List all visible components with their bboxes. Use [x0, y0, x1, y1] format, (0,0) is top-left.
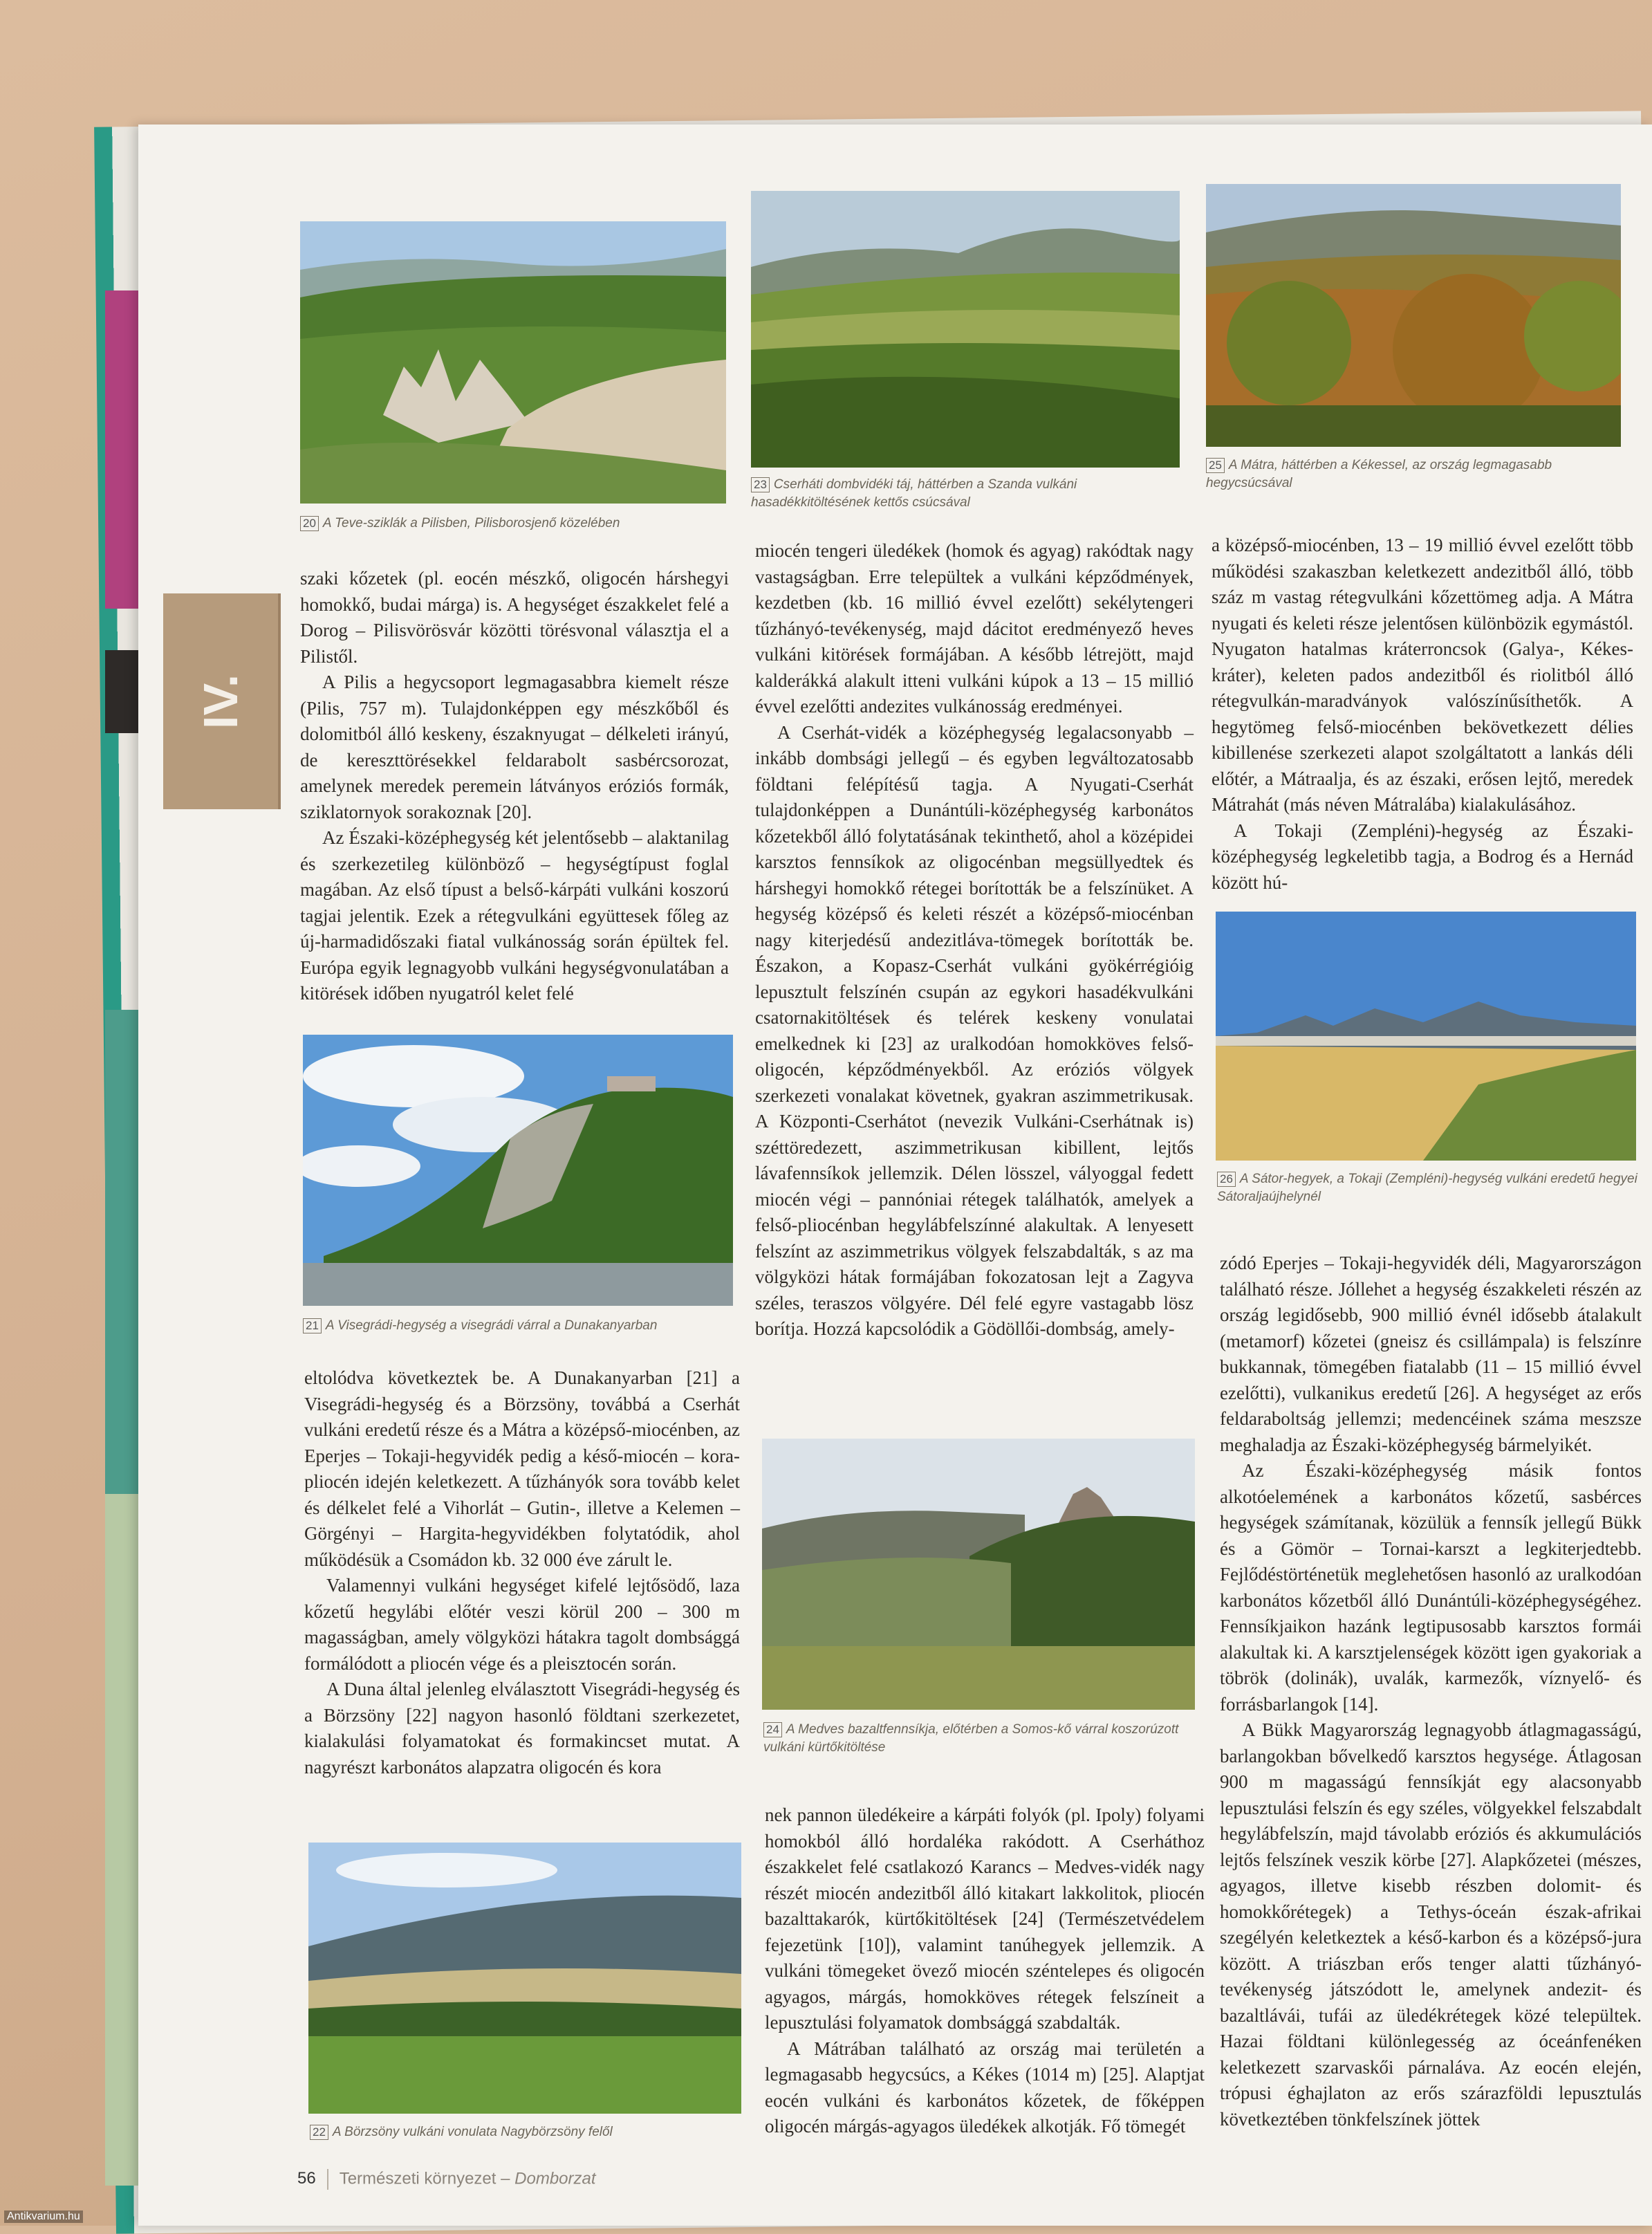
column-3-top-text [1212, 533, 1633, 896]
paragraph: Az Északi-középhegység másik fontos alkotóelemének a karbonátos kőzetű, sasbérces hegységek számítanak, közülük a fennsík jellegű Bükk és a Gömör – Tornai-karszt a legkiterjedtebb. Fejlődéstörténetük meglehetősen hasonló az uralkodóan karbonátos kőzetből álló Dunántúli-középhegységéhez. Fennsíkjaikon hazánk legtipusosabb karsztos formái alakultak ki. A karsztjelenségek között igen gyakoriak a töbrök (dolinák), uvalák, karmezők, víznyelő- és forrásbarlangok [14]. [1220, 1460, 1642, 1715]
caption-text: A Mátra, háttérben a Kékessel, az ország legmagasabb hegycsúcsával [1206, 458, 1552, 490]
column-1-top-text [300, 566, 729, 1007]
page-number: 56 [297, 2169, 316, 2188]
caption-25 [1206, 456, 1621, 492]
page-footer [297, 2169, 596, 2190]
paragraph: nek pannon üledékeire a kárpáti folyók (pl. Ipoly) folyami homokból álló hordaléka rakódott. A Cserháthoz északkelet felé csatlakozó Karancs – Medves-vidék nagy részét miocén andezitből álló kitakart lakkolitok, pliocén bazalttakarók, kürtőkitöltések [24] (Természetvédelem fejezetünk [10]), valamint tanúhegyek jellemzik. A vulkáni tömegeket övező miocén széntelepes és oligocén agyagos, márgás, homokköves rétegek felszíneit a lepusztulási folyamatok dombsággá szabdalták. [765, 1804, 1205, 2033]
footer-subtitle: Domborzat [514, 2169, 596, 2188]
figure-number: 22 [310, 2125, 328, 2140]
paragraph: miocén tengeri üledékek (homok és agyag) rakódtak nagy vastagságban. Erre települtek a vulkáni képződmények, kezdetben (kb. 16 millió évvel ezelőtt) sekélytengeri tűzhányó-tevékenység, majd dácitot eredményező heves vulkáni kitörések formájában. A később létrejött, majd kalderákká alakult itteni vulkáni kúpok a 13 – 15 millió évvel ezelőtti andezites vulkánosság eredményei. [755, 540, 1194, 717]
caption-text: Cserháti dombvidéki táj, háttérben a Szanda vulkáni hasadékkitöltésének kettős csúcsával [751, 477, 1077, 510]
paragraph: Az Északi-középhegység két jelentősebb – alaktanilag és szerkezetileg különböző – hegységtípust foglal magában. Az első típust a belső-kárpáti vulkáni koszorú tagjai jelentik. Ezek a rétegvulkáni együttesek főleg az új-harmadidőszaki fiatal vulkánosság során épültek fel. Európa egyik legnagyobb vulkáni hegységvonulatában a kitörések időben nyugatról kelet felé [300, 827, 729, 1004]
column-2-bottom-text [765, 1802, 1205, 2140]
photo-23-cserhat [751, 191, 1180, 468]
watermark: Antikvarium.hu [4, 2210, 83, 2223]
section-tab-label: IV. [194, 674, 248, 729]
footer-title: Természeti környezet – [339, 2169, 515, 2188]
paragraph: eltolódva következtek be. A Dunakanyarban [21] a Visegrádi-hegység és a Börzsöny, továbbá a Cserhát vulkáni eredetű része és a Mátra a középső-miocénben, az Eperjes – Tokaji-hegyvidék pedig a késő-miocén – kora-pliocén idején keletkezett. A tűzhányók sora tovább kelet és délkelet felé a Vihorlát – Gutin-, illetve a Kelemen – Görgényi – Hargita-hegyvidékben folytatódik, ahol működésük a Csomádon kb. 32 000 éve zárult le. [304, 1367, 740, 1570]
figure-number: 26 [1217, 1172, 1236, 1187]
caption-23 [751, 476, 1180, 512]
caption-text: A Börzsöny vulkáni vonulata Nagybörzsöny felől [332, 2125, 613, 2139]
paragraph: A Tokaji (Zempléni)-hegység az Északi-középhegység legkeletibb tagja, a Bodrog és a Hernád között hú- [1212, 820, 1633, 893]
paragraph: A Mátrában található az ország mai területén a legmagasabb hegycsúcs, a Kékes (1014 m) [25]. Alaptjat eocén vulkáni és karbonátos kőzetek, de főképpen oligocén márgás-agyagos üledékek alkotják. Fő tömegét [765, 2038, 1205, 2136]
caption-20 [300, 515, 726, 533]
caption-26 [1217, 1170, 1637, 1206]
figure-number: 23 [751, 477, 770, 492]
caption-24 [763, 1721, 1196, 1757]
paragraph: A Bükk Magyarország legnagyobb átlagmagasságú, barlangokban bővelkedő karsztos hegysége. Átlagosan 900 m magasságú fennsíkját egy alacsonyabb lepusztulási felszín és egy széles, völgyekkel felszabdalt hegylábfelszín, majd távolabb eróziós és akkumulációs lejtős felszínek veszik körbe [27]. Alapkőzetei (mészes, agyagos, illetve kisebb részben dolomit- és homokkőrétegek) a Tethys-óceán észak-afrikai szegélyén keletkeztek a késő-karbon és a középső-jura között. A triászban erős tenger alatti tűzhányó-tevékenység játszódott le, amelynek andezit- és bazaltlávái, tufái az üledékrétegek közé települtek. Hazai földtani különlegesség az óceánfenéken keletkezett szarvaskői párnaláva. Az eocén elején, trópusi éghajlaton az erős szárazföldi lepusztulás következtében tönkfelszínek jöttek [1220, 1719, 1642, 2130]
figure-number: 20 [300, 516, 319, 531]
photo-21-visegrad [303, 1035, 733, 1306]
figure-number: 25 [1206, 458, 1225, 473]
caption-text: A Medves bazaltfennsíkja, előtérben a Somos-kő várral koszorúzott vulkáni kürtőkitöltése [763, 1722, 1179, 1755]
photo-20-teve-sziklak [300, 221, 726, 504]
photo-25-matra [1206, 184, 1621, 447]
paragraph: A Pilis a hegycsoport legmagasabbra kiemelt része (Pilis, 757 m). Tulajdonképpen egy mészkőből és dolomitból álló keskeny, északnyugat – délkeleti irányú, de kereszttörésekkel feldarabolt sasbércsorozat, amelynek meredek peremein látványos eróziós formák, sziklatornyok sorakoznak [20]. [300, 672, 729, 822]
footer-separator [327, 2169, 328, 2190]
column-2-top-text [755, 538, 1194, 1342]
figure-number: 24 [763, 1722, 782, 1737]
paragraph: zódó Eperjes – Tokaji-hegyvidék déli, Magyarországon található része. Jóllehet a hegység északkeleti részén az ország legidősebb, 900 millió évnél idősebb átalakult (metamorf) kőzetei (gneisz és csillámpala) is felszínre bukkannak, tömegében fiatalabb (11 – 15 millió évvel ezelőtti), vulkanikus eredetű [26]. A hegységet az erős feldaraboltság jellemzi; medencéinek száma meszsze meghaladja az Északi-középhegység bármelyikét. [1220, 1253, 1642, 1455]
figure-number: 21 [303, 1318, 322, 1333]
section-tab [163, 593, 278, 809]
caption-22 [310, 2123, 743, 2141]
paragraph: A Duna által jelenleg elválasztott Visegrádi-hegység és a Börzsöny [22] nagyon hasonló földtani szerkezetet, kialakulási folyamatokat és formakincset mutat. A nagyrészt karbonátos alapzatra oligocén és kora [304, 1679, 740, 1778]
paragraph: szaki kőzetek (pl. eocén mészkő, oligocén hárshegyi homokkő, budai márga) is. A hegységet északkelet felé a Dorog – Pilisvörösvár közötti törésvonal választja el a Pilistől. [300, 568, 729, 667]
column-3-bottom-text [1220, 1250, 1642, 2132]
column-1-middle-text [304, 1365, 740, 1780]
paragraph: a középső-miocénben, 13 – 19 millió évvel ezelőtt több működési szakaszban keletkezett andezitből álló, több száz m vastag rétegvulkáni kőzettömeg adja. A Mátra nyugati és keleti része jelentősen különbözik egymástól. Nyugaton hatalmas kráterroncsok (Galya-, Kékes-kráter), keleten pados andezitből és riolitból álló rétegvulkán-maradványok valószínűsíthetők. A hegytömeg felső-miocénben bekövetkezett délies kibillenése szerkezeti alapot szolgáltatott a lankás déli előtér, a Mátraalja, és az északi, erősen lejtő, meredek Mátrahát (más néven Mátralába) kialakulásához. [1212, 535, 1633, 815]
photo-24-medves [762, 1439, 1195, 1710]
caption-text: A Visegrádi-hegység a visegrádi várral a Dunakanyarban [325, 1318, 658, 1333]
caption-text: A Teve-sziklák a Pilisben, Pilisborosjenő közelében [322, 516, 620, 530]
caption-21 [303, 1317, 733, 1335]
photo-26-sator-hegyek [1216, 912, 1636, 1161]
paragraph: Valamennyi vulkáni hegységet kifelé lejtősödő, laza kőzetű hegylábi előtér veszi körül 200 – 300 m magasságban, amely völgyközi hátakra tagolt dombsággá formálódott a pliocén vége és a pleisztocén során. [304, 1575, 740, 1674]
paragraph: A Cserhát-vidék a középhegység legalacsonyabb – inkább dombsági jellegű – és egyben legváltozatosabb földtani felépítésű tagja. A Nyugati-Cserhát tulajdonképpen a Dunántúli-középhegység karbonátos kőzetekből álló folytatásának tekinthető, ahol a középidei karsztos fennsíkok az oligocénban megsüllyedtek és hárshegyi homokkő rétegei borították be a felszínüket. A hegység középső és keleti részét a középső-miocénban nagy kiterjedésű andezitláva-tömegek borították be. Északon, a Kopasz-Cserhát vulkáni gyökérrégióig lepusztult felszínén csupán az egykori hasadékvulkáni csatornakitöltések és telérek keskeny vonulatai emelkednek ki [23] az uralkodóan homokköves felső-oligocén, képződményekből. Az eróziós völgyek szerkezeti vonalakat követnek, gyakran aszimmetrikusak. A Központi-Cserhátot (nevezik Vulkáni-Cserhátnak is) széttöredezett, aszimmetrikusan kibillent, lejtős lávafennsíkok jellemzik. Délen lösszel, vályoggal fedett miocén végi – pannóniai rétegek találhatók, amelyek a felső-pliocénban hegylábfelszínné alakultak. A lenyesett felszínt az aszimmetrikus völgyek felszabdalták, s az ma völgyközi hátak formájában fokozatosan lejt a Zagyva széles, teraszos völgyére. Dél felé egyre vastagabb lösz borítja. Hozzá kapcsolódik a Gödöllői-dombság, amely- [755, 721, 1194, 1339]
caption-text: A Sátor-hegyek, a Tokaji (Zempléni)-hegység vulkáni eredetű hegyei Sátoraljaújhelynél [1217, 1172, 1637, 1204]
photo-22-borzsony [308, 1843, 741, 2114]
